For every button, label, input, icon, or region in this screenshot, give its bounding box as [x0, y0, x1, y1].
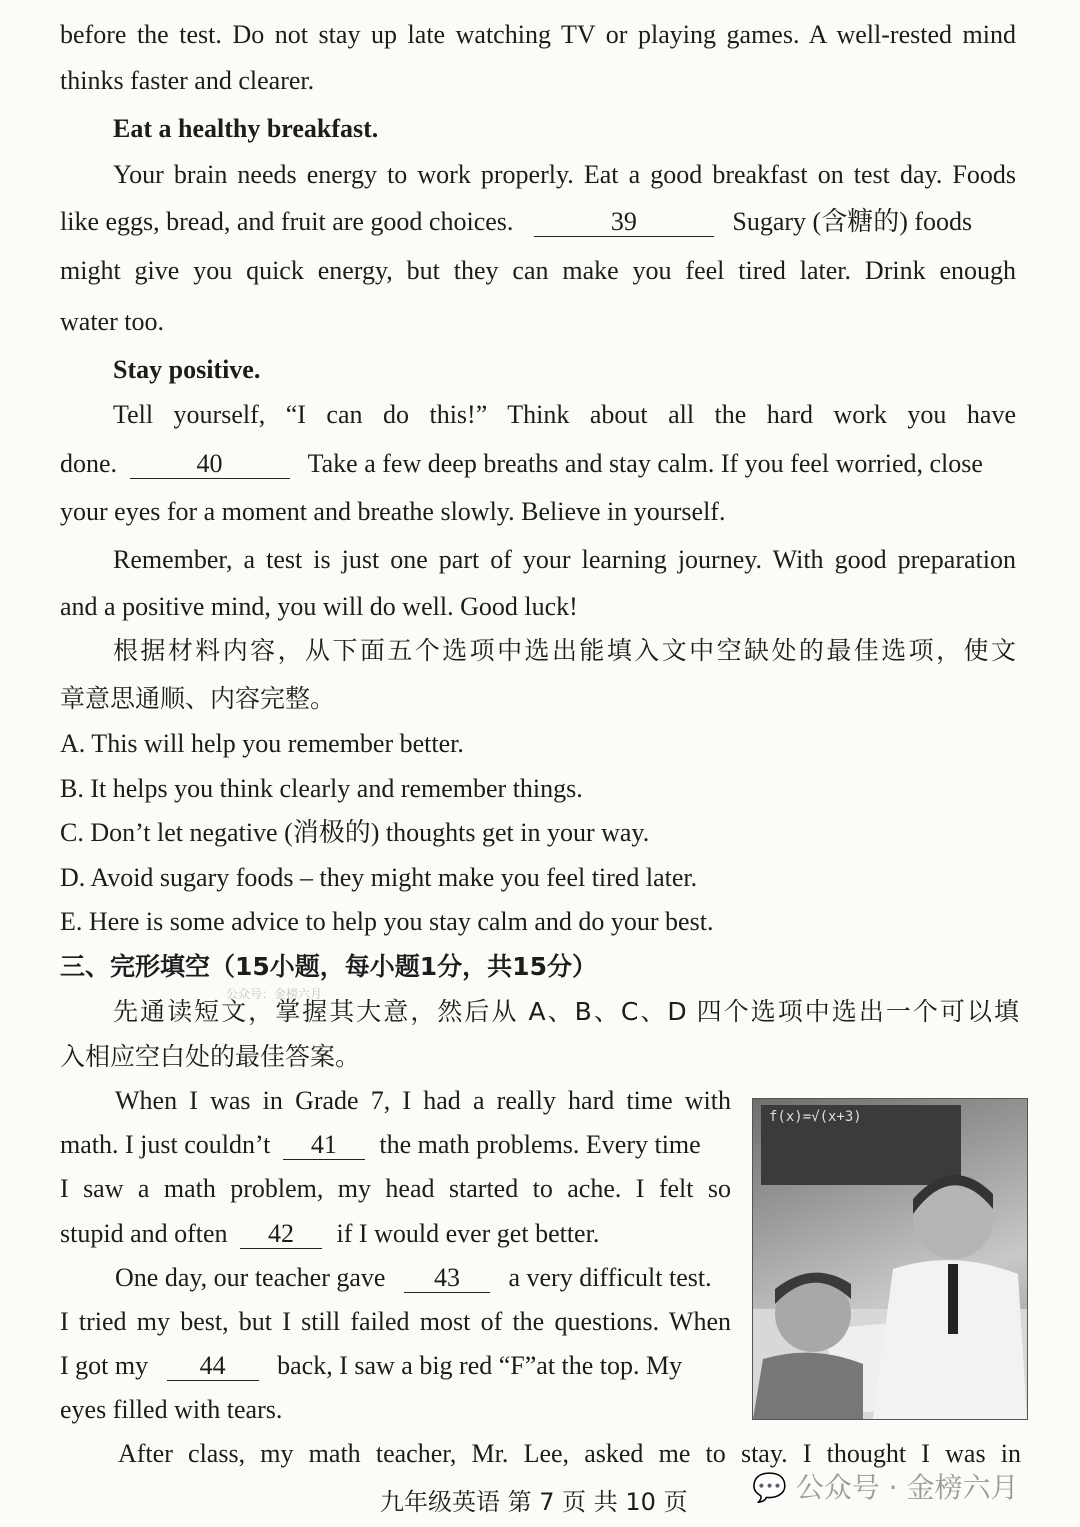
- blank-43: 43: [404, 1264, 490, 1293]
- text-line: [60, 1128, 701, 1162]
- text-line: Remember, a test is just one part of your learning journey. With good preparation: [113, 545, 1016, 574]
- text-line: [60, 1217, 599, 1251]
- section-title: 三、完形填空（15小题，每小题1分，共15分）: [60, 952, 597, 981]
- blank-42: 42: [240, 1220, 322, 1249]
- text-line: eyes filled with tears.: [60, 1395, 283, 1424]
- text-line: before the test. Do not stay up late watching TV or playing games. A well-rested mind: [60, 20, 1016, 49]
- text-segment: a very difficult test.: [508, 1263, 712, 1292]
- text-line: [60, 205, 972, 239]
- text-line: Your brain needs energy to work properly. Eat a good breakfast on test day. Foods: [113, 160, 1016, 189]
- teacher-tie: [948, 1264, 958, 1334]
- blank-41: 41: [283, 1131, 365, 1160]
- instruction-line: 根据材料内容，从下面五个选项中选出能填入文中空缺处的最佳选项，使文: [113, 636, 1016, 665]
- text-segment: I got my: [60, 1351, 149, 1380]
- wechat-icon: 💬: [752, 1471, 787, 1504]
- text-line: [60, 1349, 682, 1383]
- illustration-figures: [753, 1099, 1027, 1419]
- small-watermark: 公众号：金榜六月: [226, 987, 323, 1001]
- text-segment: stupid and often: [60, 1219, 228, 1248]
- instruction-line: 章意思通顺、内容完整。: [60, 684, 336, 713]
- option-d: D. Avoid sugary foods – they might make you feel tired later.: [60, 863, 698, 892]
- section-heading: Eat a healthy breakfast.: [113, 114, 379, 143]
- account-watermark: [752, 1466, 1018, 1506]
- text-segment: done.: [60, 449, 118, 478]
- option-c: C. Don’t let negative (消极的) thoughts get in your way.: [60, 818, 650, 847]
- teacher-student-illustration: [752, 1098, 1028, 1420]
- watermark-text: 公众号 · 金榜六月: [795, 1471, 1019, 1504]
- text-line: I saw a math problem, my head started to ache. I felt so: [60, 1174, 731, 1203]
- text-line: water too.: [60, 307, 164, 336]
- text-line: I tried my best, but I still failed most of the questions. When: [60, 1307, 731, 1336]
- instruction-line: 先通读短文，掌握其大意，然后从 A、B、C、D 四个选项中选出一个可以填: [113, 997, 1019, 1026]
- option-a: A. This will help you remember better.: [60, 729, 464, 758]
- student-body: [753, 1353, 863, 1419]
- text-line: thinks faster and clearer.: [60, 66, 315, 95]
- text-segment: like eggs, bread, and fruit are good choices.: [60, 207, 514, 236]
- chalkboard: f(x)=√(x+3): [761, 1105, 961, 1185]
- text-line: [60, 447, 983, 481]
- page-footer: 九年级英语 第 7 页 共 10 页: [380, 1488, 688, 1516]
- text-segment: Sugary (含糖的) foods: [732, 207, 973, 236]
- option-b: B. It helps you think clearly and remember things.: [60, 774, 583, 803]
- text-segment: the math problems. Every time: [379, 1130, 701, 1159]
- text-line: [115, 1261, 712, 1295]
- text-line: might give you quick energy, but they can make you feel tired later. Drink enough: [60, 256, 1016, 285]
- text-line: After class, my math teacher, Mr. Lee, asked me to stay. I thought I was in: [118, 1439, 1021, 1468]
- text-segment: One day, our teacher gave: [115, 1263, 386, 1292]
- blank-39: 39: [534, 208, 714, 237]
- text-line: and a positive mind, you will do well. Good luck!: [60, 592, 578, 621]
- section-heading: Stay positive.: [113, 355, 261, 384]
- text-line: your eyes for a moment and breathe slowly. Believe in yourself.: [60, 497, 726, 526]
- blank-40: 40: [130, 450, 290, 479]
- blank-44: 44: [167, 1352, 259, 1381]
- text-segment: if I would ever get better.: [336, 1219, 600, 1248]
- option-e: E. Here is some advice to help you stay calm and do your best.: [60, 907, 714, 936]
- text-segment: back, I saw a big red “F”at the top. My: [277, 1351, 683, 1380]
- text-line: When I was in Grade 7, I had a really hard time with: [115, 1086, 731, 1115]
- instruction-line: 入相应空白处的最佳答案。: [60, 1042, 361, 1071]
- text-line: Tell yourself, “I can do this!” Think about all the hard work you have: [113, 400, 1016, 429]
- text-segment: math. I just couldn’t: [60, 1130, 271, 1159]
- text-segment: Take a few deep breaths and stay calm. If you feel worried, close: [307, 449, 983, 478]
